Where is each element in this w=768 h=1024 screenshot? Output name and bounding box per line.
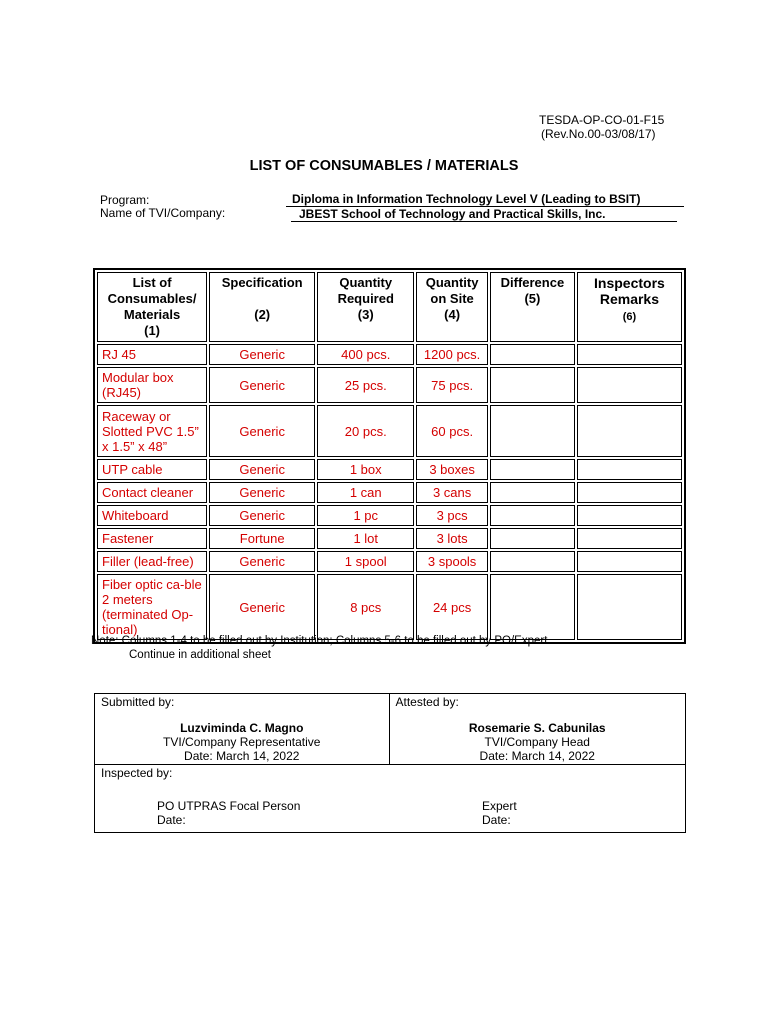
cell-item: Fastener xyxy=(97,528,207,549)
cell-remarks xyxy=(577,344,682,365)
program-label: Program: xyxy=(100,193,150,207)
cell-item: Modular box (RJ45) xyxy=(97,367,207,403)
po-focal-block xyxy=(157,799,300,827)
cell-item: Filler (lead-free) xyxy=(97,551,207,572)
expert-date: Date: xyxy=(482,813,511,827)
cell-on-site: 3 boxes xyxy=(416,459,488,480)
tvi-label: Name of TVI/Company: xyxy=(100,206,226,220)
note-continue: Continue in additional sheet xyxy=(129,649,271,661)
table-row xyxy=(97,405,682,457)
cell-remarks xyxy=(577,574,682,640)
cell-spec: Generic xyxy=(209,367,315,403)
cell-spec: Generic xyxy=(209,574,315,640)
materials-table xyxy=(93,268,686,644)
cell-spec: Fortune xyxy=(209,528,315,549)
cell-spec: Generic xyxy=(209,505,315,526)
cell-on-site: 24 pcs xyxy=(416,574,488,640)
program-value: Diploma in Information Technology Level V (Leading to BSIT) xyxy=(286,192,684,207)
table-row xyxy=(97,505,682,526)
form-code: TESDA-OP-CO-01-F15 xyxy=(539,113,665,127)
submitted-name: Luzviminda C. Magno xyxy=(180,721,304,735)
cell-spec: Generic xyxy=(209,482,315,503)
cell-required: 20 pcs. xyxy=(317,405,414,457)
cell-required: 1 box xyxy=(317,459,414,480)
cell-item: RJ 45 xyxy=(97,344,207,365)
attested-name: Rosemarie S. Cabunilas xyxy=(468,721,606,735)
page-title: LIST OF CONSUMABLES / MATERIALS xyxy=(249,158,519,174)
col-header-quantity-on-site: Quantity on Site (4) xyxy=(416,272,488,342)
cell-required: 1 lot xyxy=(317,528,414,549)
cell-required: 8 pcs xyxy=(317,574,414,640)
cell-spec: Generic xyxy=(209,405,315,457)
table-row xyxy=(97,367,682,403)
cell-required: 1 pc xyxy=(317,505,414,526)
submitted-by-cell xyxy=(95,694,390,765)
expert-block xyxy=(482,799,517,827)
cell-remarks xyxy=(577,505,682,526)
cell-difference xyxy=(490,405,575,457)
col-header-quantity-required: Quantity Required (3) xyxy=(317,272,414,342)
table-header-row xyxy=(97,272,682,342)
cell-remarks xyxy=(577,459,682,480)
cell-on-site: 3 lots xyxy=(416,528,488,549)
attested-date: Date: March 14, 2022 xyxy=(479,749,595,763)
po-focal-date: Date: xyxy=(157,813,186,827)
cell-remarks xyxy=(577,405,682,457)
table-row xyxy=(97,551,682,572)
form-code-block xyxy=(539,113,664,141)
submitted-role: TVI/Company Representative xyxy=(163,735,321,749)
cell-remarks xyxy=(577,367,682,403)
col-header-inspectors-remarks: Inspectors Remarks (6) xyxy=(577,272,682,342)
cell-spec: Generic xyxy=(209,459,315,480)
cell-required: 1 can xyxy=(317,482,414,503)
table-row xyxy=(97,482,682,503)
cell-difference xyxy=(490,505,575,526)
cell-item: Raceway or Slotted PVC 1.5” x 1.5” x 48” xyxy=(97,405,207,457)
attested-role: TVI/Company Head xyxy=(484,735,590,749)
cell-spec: Generic xyxy=(209,344,315,365)
cell-on-site: 3 pcs xyxy=(416,505,488,526)
attested-by-cell xyxy=(389,694,686,765)
table-row xyxy=(97,574,682,640)
revision-number: (Rev.No.00-03/08/17) xyxy=(541,127,656,141)
expert-role: Expert xyxy=(482,799,517,813)
cell-remarks xyxy=(577,482,682,503)
cell-item: Contact cleaner xyxy=(97,482,207,503)
col-header-materials: List of Consumables/ Materials (1) xyxy=(97,272,207,342)
cell-required: 400 pcs. xyxy=(317,344,414,365)
col-header-difference: Difference (5) xyxy=(490,272,575,342)
signature-table xyxy=(94,693,686,833)
cell-difference xyxy=(490,367,575,403)
po-focal-role: PO UTPRAS Focal Person xyxy=(157,799,301,813)
inspected-by-label: Inspected by: xyxy=(101,766,173,780)
cell-difference xyxy=(490,551,575,572)
cell-difference xyxy=(490,459,575,480)
cell-on-site: 75 pcs. xyxy=(416,367,488,403)
cell-on-site: 3 cans xyxy=(416,482,488,503)
cell-remarks xyxy=(577,551,682,572)
cell-on-site: 60 pcs. xyxy=(416,405,488,457)
tvi-value: JBEST School of Technology and Practical Skills, Inc. xyxy=(291,207,677,222)
cell-difference xyxy=(490,482,575,503)
note-line: Note: Columns 1-4 to be filled out by Institution; Columns 5-6 to be filled out by PO/Expert xyxy=(91,635,548,647)
submitted-by-label: Submitted by: xyxy=(101,695,175,709)
cell-on-site: 3 spools xyxy=(416,551,488,572)
cell-item: Fiber optic ca-ble 2 meters (terminated Op-tional) xyxy=(97,574,207,640)
cell-item: UTP cable xyxy=(97,459,207,480)
table-row xyxy=(97,344,682,365)
table-row xyxy=(97,459,682,480)
cell-required: 1 spool xyxy=(317,551,414,572)
cell-required: 25 pcs. xyxy=(317,367,414,403)
cell-on-site: 1200 pcs. xyxy=(416,344,488,365)
submitted-date: Date: March 14, 2022 xyxy=(184,749,300,763)
cell-difference xyxy=(490,528,575,549)
attested-by-label: Attested by: xyxy=(395,695,459,709)
cell-difference xyxy=(490,344,575,365)
cell-difference xyxy=(490,574,575,640)
table-note xyxy=(91,634,547,662)
col-header-specification: Specification (2) xyxy=(209,272,315,342)
table-row xyxy=(97,528,682,549)
cell-remarks xyxy=(577,528,682,549)
inspected-by-cell xyxy=(95,765,686,833)
cell-spec: Generic xyxy=(209,551,315,572)
cell-item: Whiteboard xyxy=(97,505,207,526)
